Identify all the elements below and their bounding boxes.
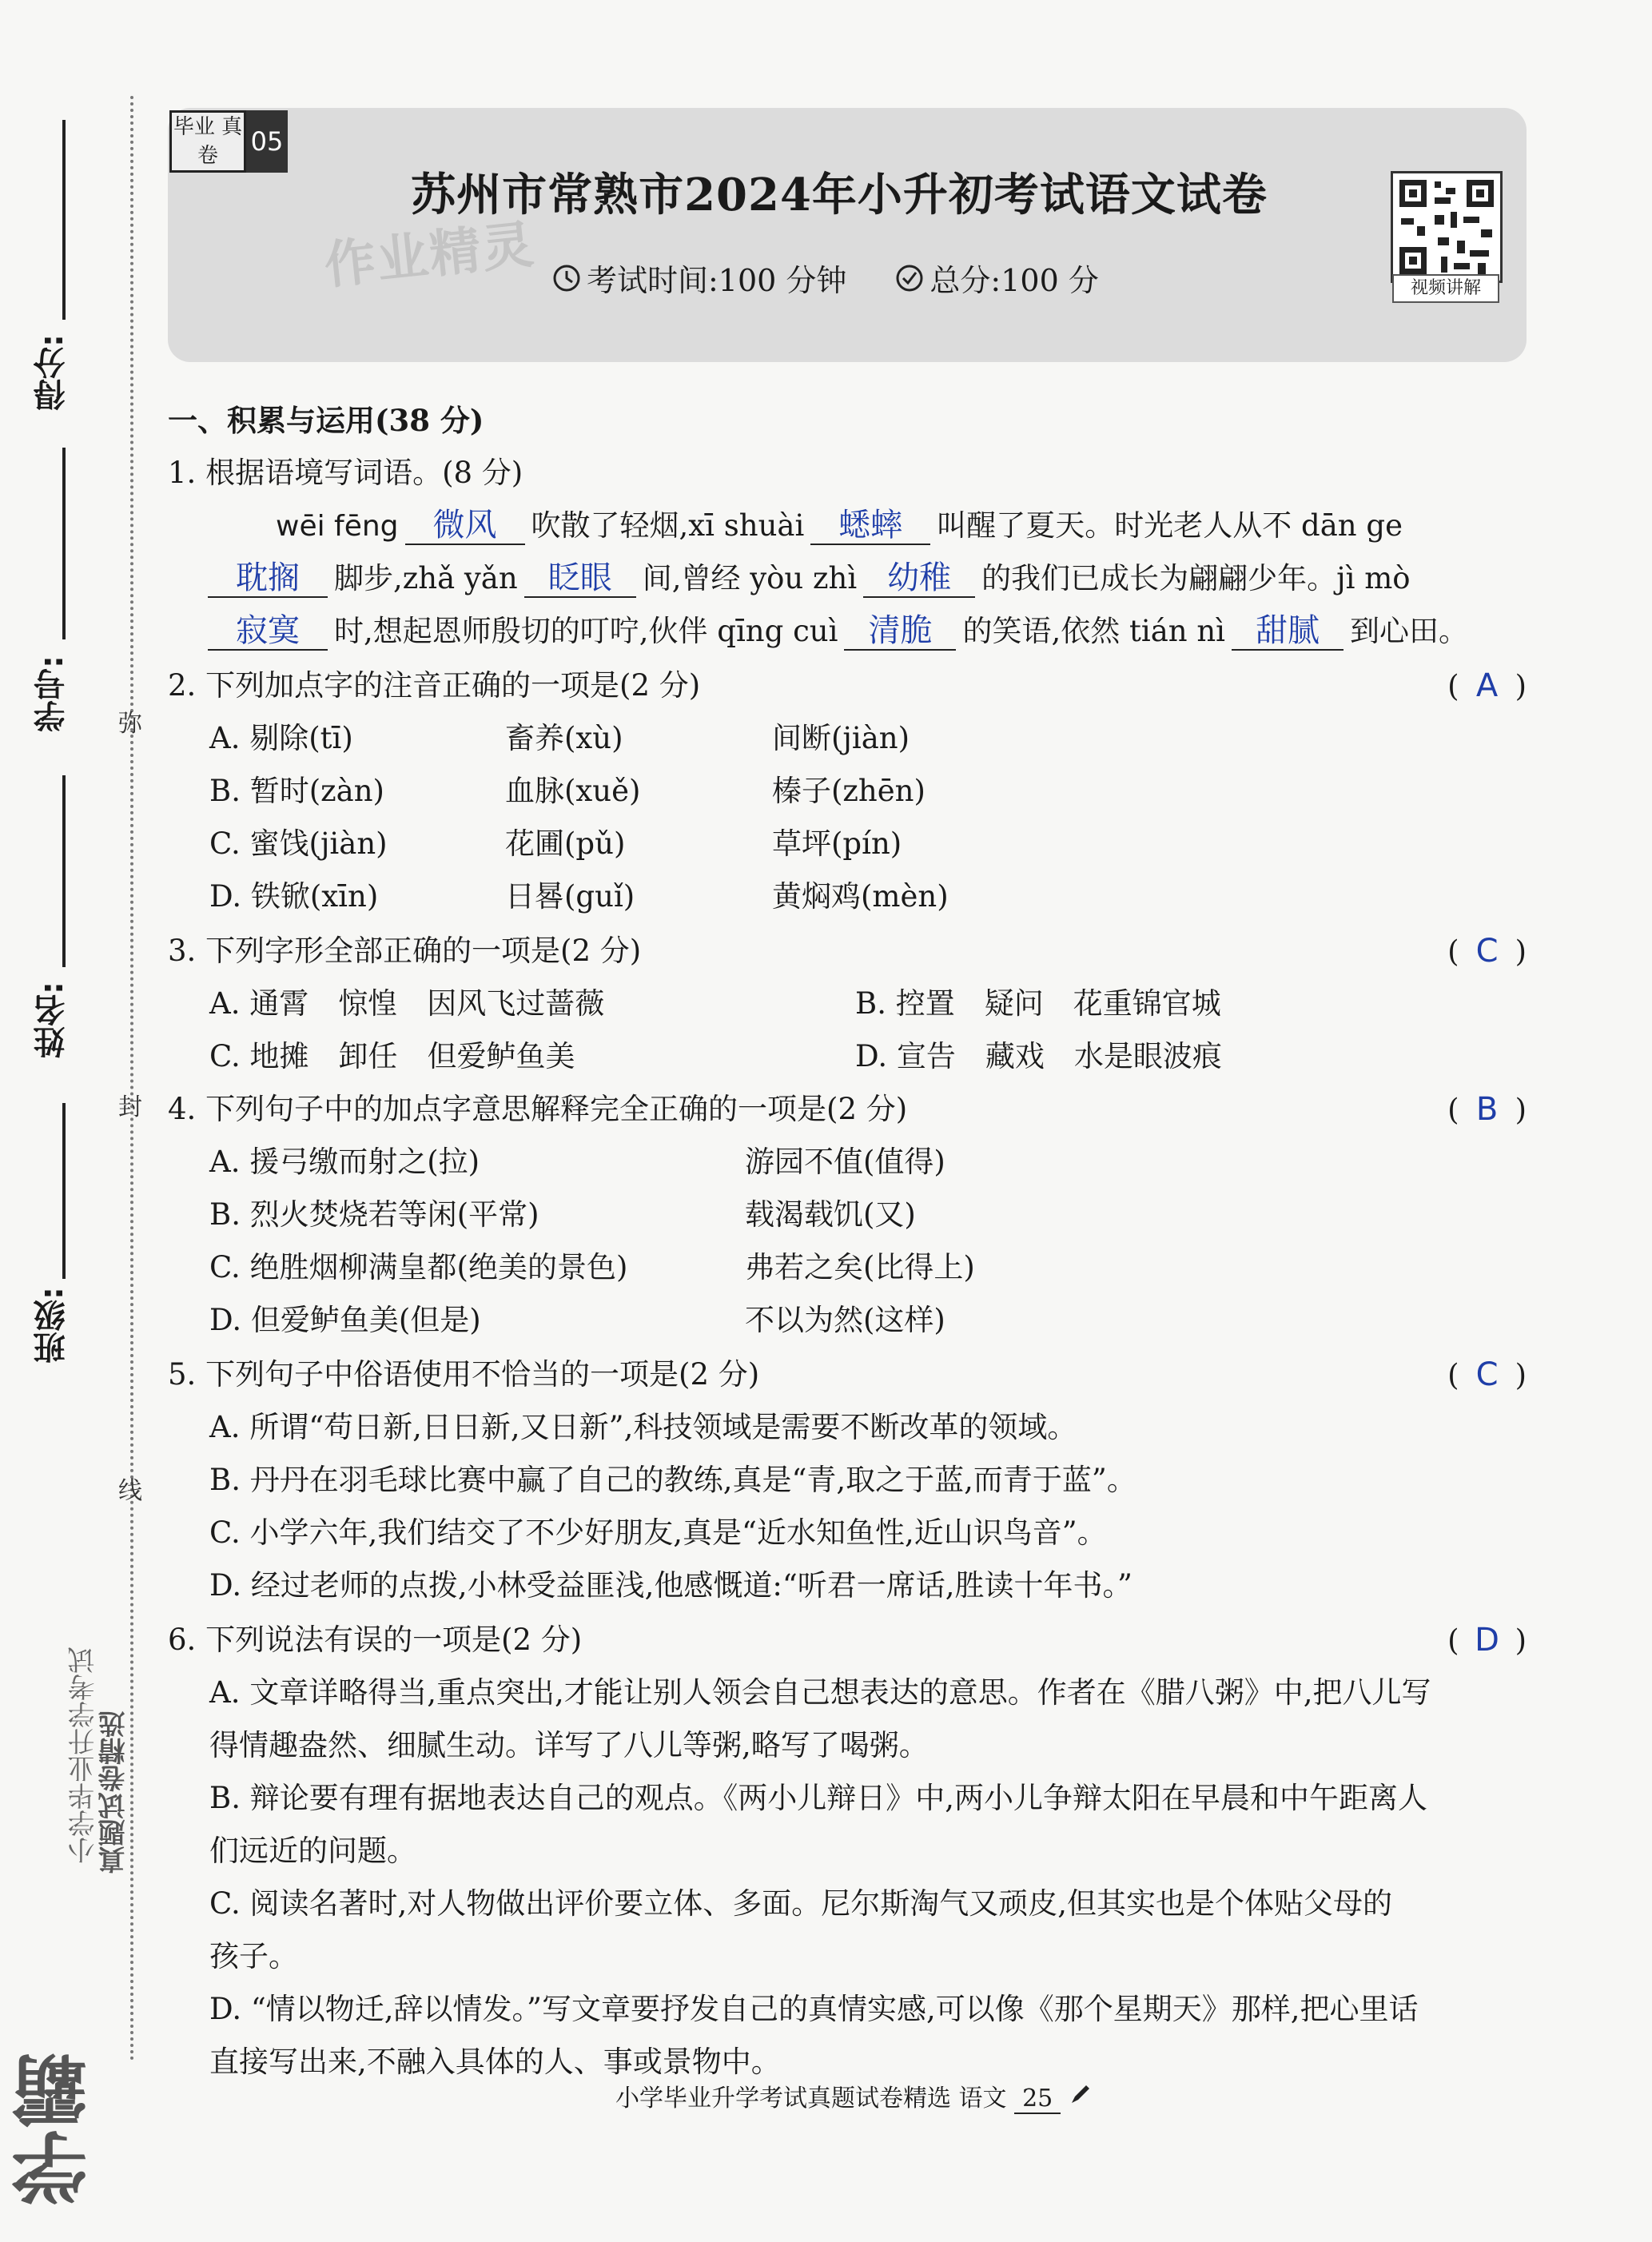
- q6-option-d: D. “情以物迁,辞以情发。”写文章要抒发自己的真情实感,可以像《那个星期天》那样,把心里话: [209, 1992, 1419, 2026]
- q6-option-d-cont: 直接写出来,不融入具体的人、事或景物中。: [209, 2045, 781, 2079]
- student-id-label: 学号:: [34, 655, 70, 732]
- q2-option: A. 剔除(tī): [209, 721, 353, 755]
- q1-line-3: [168, 609, 1527, 654]
- name-blank-line[interactable]: [62, 775, 66, 967]
- q6-option-c-cont: 孩子。: [209, 1939, 298, 1973]
- q1-blank-answer[interactable]: 幼稚: [863, 560, 975, 598]
- exam-total: [894, 256, 1098, 300]
- q2-option: 黄焖鸡(mèn): [772, 879, 949, 914]
- class-blank-line[interactable]: [62, 1103, 66, 1279]
- q2-option: B. 暂时(zàn): [209, 774, 384, 808]
- q1-blank-answer[interactable]: 清脆: [844, 612, 956, 651]
- student-id-blank-line[interactable]: [62, 448, 66, 639]
- q1-blank-answer[interactable]: 微风: [405, 507, 525, 545]
- q1-text: 叫醒了夏天。时光老人从不 dān ge: [937, 508, 1403, 543]
- q6-option-c: C. 阅读名著时,对人物做出评价要立体、多面。尼尔斯淘气又顽皮,但其实也是个体贴父母的: [209, 1886, 1393, 1921]
- q1-blank-answer[interactable]: 蟋蟀: [810, 507, 930, 545]
- brand-logo: [10, 1647, 130, 2206]
- cut-mark-feng: 封: [118, 1093, 142, 1121]
- q3-option: C. 地摊 卸任 但爱鲈鱼美: [209, 1039, 575, 1073]
- q4-option: 游园不值(值得): [745, 1145, 945, 1179]
- q6-option-b: B. 辩论要有理有据地表达自己的观点。《两小儿辩日》中,两小儿争辩太阳在早晨和中午距离人: [209, 1781, 1427, 1815]
- brand-main-text: 学霸: [10, 2053, 100, 2206]
- q1-blank-answer[interactable]: 眨眼: [524, 560, 636, 598]
- exam-time-text: 考试时间:100 分钟: [587, 263, 847, 298]
- q1-blank-answer[interactable]: 甜腻: [1232, 612, 1343, 651]
- section-title: 一、积累与运用(38 分): [168, 403, 484, 438]
- q3-stem: 3. 下列字形全部正确的一项是(2 分): [168, 934, 642, 968]
- footer-text: 小学毕业升学考试真题试卷精选 语文: [615, 2085, 1007, 2113]
- exam-total-text: 总分:100 分: [929, 263, 1099, 298]
- q4-option: 不以为然(这样): [745, 1303, 945, 1337]
- q4-option: B. 烈火焚烧若等闲(平常): [209, 1197, 539, 1232]
- clock-icon: [551, 263, 582, 293]
- q2-option: 间断(jiàn): [772, 721, 910, 755]
- q2-option: 畜养(xù): [505, 721, 623, 755]
- q4-stem: 4. 下列句子中的加点字意思解释完全正确的一项是(2 分): [168, 1092, 908, 1126]
- q2-option: D. 铁锨(xīn): [209, 879, 379, 914]
- score-blank-line[interactable]: [62, 120, 66, 320]
- binding-strip: [0, 0, 142, 2242]
- q3-answer: C: [1475, 933, 1499, 970]
- paper-tag-number: 05: [246, 110, 288, 173]
- q6-option-a: A. 文章详略得当,重点突出,才能让别人领会自己想表达的意思。作者在《腊八粥》中,把八儿写: [209, 1675, 1431, 1710]
- q3-option: A. 通霄 惊惶 因风飞过蔷薇: [209, 986, 605, 1021]
- q5-option: C. 小学六年,我们结交了不少好朋友,真是“近水知鱼性,近山识鸟音”。: [209, 1515, 1107, 1550]
- q4-stem-row: [168, 1087, 1527, 1132]
- q5-answer: C: [1475, 1356, 1499, 1393]
- q2-stem-row: [168, 663, 1527, 708]
- q2-answer: A: [1475, 667, 1499, 704]
- class-label: 班级:: [34, 1287, 70, 1364]
- q2-stem: 2. 下列加点字的注音正确的一项是(2 分): [168, 668, 701, 703]
- q1-line-2: [168, 556, 1527, 601]
- q2-option: C. 蜜饯(jiàn): [209, 826, 388, 861]
- q4-option: C. 绝胜烟柳满皇都(绝美的景色): [209, 1250, 628, 1284]
- q4-option: 弗若之矣(比得上): [745, 1250, 975, 1284]
- paper-tag-words: 毕业 真卷: [169, 110, 246, 173]
- pencil-icon: [1069, 2082, 1093, 2106]
- brand-sub-text-2: 真题试卷精选: [98, 1710, 130, 1874]
- q1-text: 到心田。: [1350, 614, 1469, 648]
- q2-option: 日晷(guǐ): [505, 879, 635, 914]
- q4-answer-bracket[interactable]: ( B ): [1447, 1087, 1527, 1133]
- q6-option-a-cont: 得情趣盎然、细腻生动。详写了八儿等粥,略写了喝粥。: [209, 1728, 929, 1762]
- q6-answer: D: [1475, 1622, 1499, 1659]
- q6-answer-bracket[interactable]: ( D ): [1447, 1618, 1527, 1663]
- exam-time: [551, 256, 846, 300]
- q2-option: 血脉(xuě): [505, 774, 641, 808]
- q1-text: 的笑语,依然 tián nì: [962, 614, 1226, 648]
- q3-answer-bracket[interactable]: ( C ): [1447, 929, 1527, 974]
- q5-option: B. 丹丹在羽毛球比赛中赢了自己的教练,真是“青,取之于蓝,而青于蓝”。: [209, 1463, 1136, 1497]
- name-label: 姓名:: [34, 982, 70, 1058]
- page-title: 苏州市常熟市2024年小升初考试语文试卷: [411, 169, 1268, 221]
- q1-line-1: [276, 504, 1527, 549]
- q1-text: wēi fēng: [276, 510, 399, 543]
- q4-answer: B: [1475, 1091, 1499, 1128]
- q5-answer-bracket[interactable]: ( C ): [1447, 1352, 1527, 1398]
- q3-option: B. 控置 疑问 花重锦官城: [855, 986, 1221, 1021]
- q1-stem: 1. 根据语境写词语。(8 分): [168, 456, 523, 490]
- q2-option: 榛子(zhēn): [772, 774, 926, 808]
- q5-option: D. 经过老师的点拨,小林受益匪浅,他感慨道:“听君一席话,胜读十年书。”: [209, 1568, 1133, 1603]
- q2-option: 花圃(pǔ): [505, 826, 626, 861]
- q5-stem: 5. 下列句子中俗语使用不恰当的一项是(2 分): [168, 1357, 760, 1392]
- brand-sub-text-1: 小学毕业升学考试: [68, 1647, 100, 1864]
- cut-mark-mi: 弥: [118, 710, 142, 738]
- q6-stem-row: [168, 1618, 1527, 1663]
- q5-option: A. 所谓“苟日新,日日新,又日新”,科技领域是需要不断改革的领域。: [209, 1410, 1077, 1444]
- q4-option: 载渴载饥(又): [745, 1197, 916, 1232]
- q3-stem-row: [168, 929, 1527, 974]
- cut-mark-xian: 线: [118, 1477, 142, 1505]
- qr-code-icon[interactable]: [1391, 171, 1503, 283]
- page-number: 25: [1014, 2085, 1061, 2114]
- page-footer: [615, 2078, 1093, 2114]
- q1-text: 间,曾经 yòu zhì: [642, 561, 858, 595]
- q6-stem: 6. 下列说法有误的一项是(2 分): [168, 1623, 583, 1657]
- q4-option: D. 但爱鲈鱼美(但是): [209, 1303, 481, 1337]
- q1-text: 的我们已成长为翩翩少年。jì mò: [981, 561, 1411, 595]
- q2-option: 草坪(pín): [772, 826, 902, 861]
- watermark: 作业精灵: [321, 215, 538, 297]
- q1-text: 时,想起恩师殷切的叮咛,伙伴 qīng cuì: [334, 614, 838, 648]
- q1-blank-answer[interactable]: 耽搁: [208, 560, 328, 598]
- q1-blank-answer[interactable]: 寂寞: [208, 612, 328, 651]
- q3-option: D. 宣告 藏戏 水是眼波痕: [855, 1039, 1222, 1073]
- check-circle-icon: [894, 263, 925, 293]
- q2-answer-bracket[interactable]: ( A ): [1447, 663, 1527, 709]
- q1-text: 吹散了轻烟,xī shuài: [531, 508, 805, 543]
- qr-label: 视频讲解: [1392, 274, 1499, 303]
- q5-stem-row: [168, 1352, 1527, 1397]
- q4-option: A. 援弓缴而射之(拉): [209, 1145, 480, 1179]
- score-label: 得分:: [34, 334, 70, 411]
- q6-option-b-cont: 们远近的问题。: [209, 1834, 416, 1868]
- exam-meta: [551, 256, 1099, 300]
- q1-text: 脚步,zhǎ yǎn: [334, 561, 518, 595]
